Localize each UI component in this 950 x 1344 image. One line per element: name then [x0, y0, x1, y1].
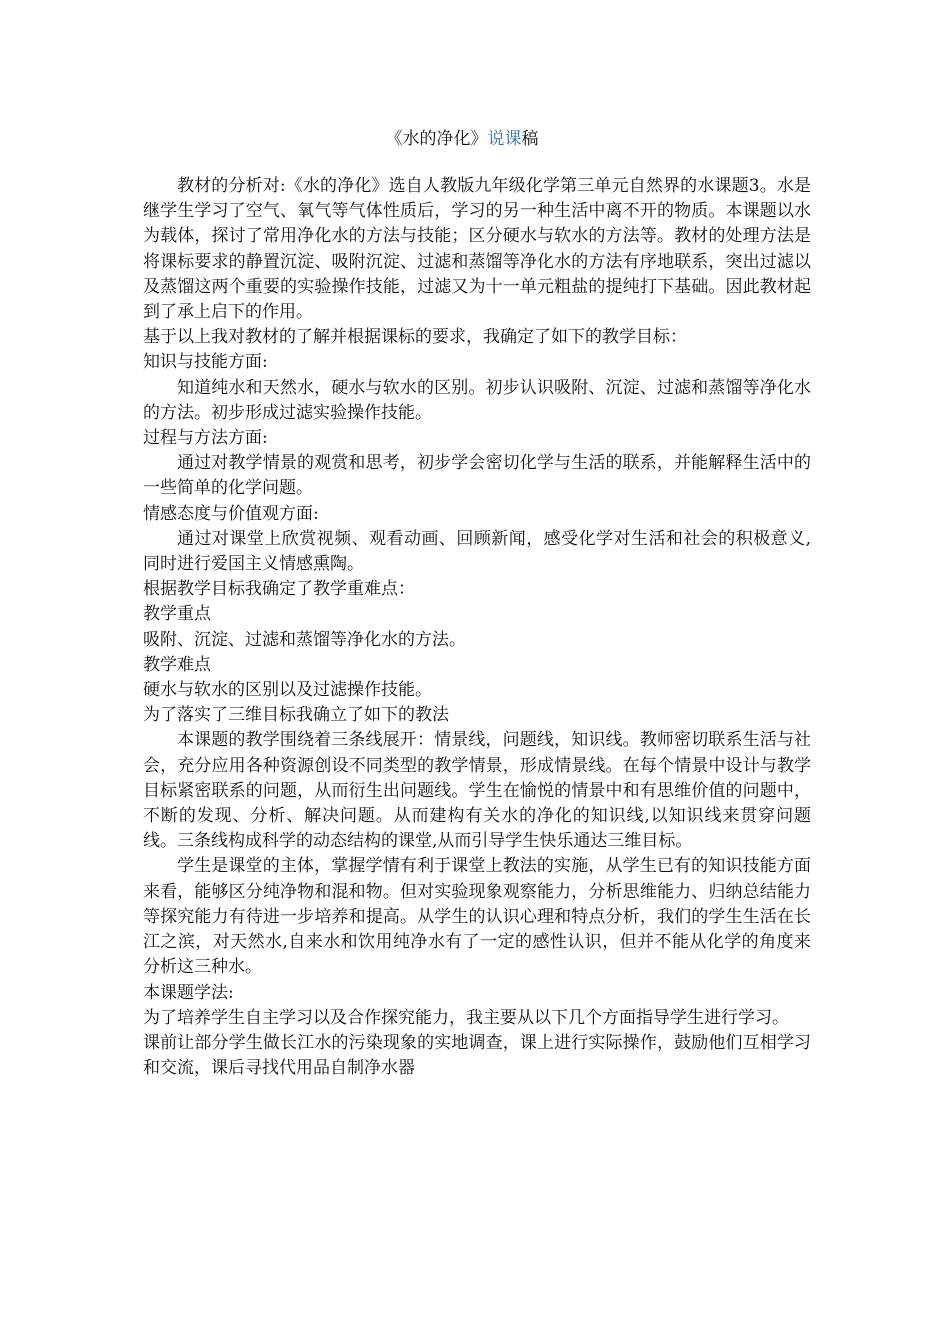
heading-learning-method: 本课题学法: [143, 982, 234, 1003]
paragraph-three-lines: 本课题的教学围绕着三条线展开：情景线，问题线，知识线。教师密切联系生活与社会，充分应用各种资源创设不同类型的教学情景，形成情景线。在每个情景中设计与教学目标紧密联系的问题，从而衍生出问题线。学生在愉悦的情景中和有思维价值的问题中，不断的发现、分析、解决问题。从而建构有关水的净化的知识线,以知识线来贯穿问题线。三条线构成科学的动态结构的课堂,从而引导学生快乐通达三维目标。 [143, 730, 811, 852]
paragraph-students: 学生是课堂的主体，掌握学情有利于课堂上教法的实施，从学生已有的知识技能方面来看，能够区分纯净物和混和物。但对实验现象观察能力，分析思维能力、归纳总结能力等探究能力有待进一步培养和提高。从学生的认识心理和特点分析，我们的学生生活在长江之滨，对天然水,自来水和饮用纯净水有了一定的感性认识，但并不能从化学的角度来分析这三种水。 [143, 856, 811, 978]
paragraph-process-methods: 通过对教学情景的观赏和思考，初步学会密切化学与生活的联系，并能解释生活中的一些简单的化学问题。 [143, 453, 811, 499]
heading-emotion-values: 情感态度与价值观方面: [143, 503, 319, 524]
title-part-2: 说课 [487, 129, 522, 149]
title-part-3: 稿 [521, 129, 539, 149]
paragraph-textbook-analysis: 教材的分析对:《水的净化》选自人教版九年级化学第三单元自然界的水课题3。水是继学生学习了空气、氧气等气体性质后，学习的另一种生活中离不开的物质。本课题以水为载体，探讨了常用净化水的方法与技能；区分硬水与软水的方法等。教材的处理方法是将课标要求的静置沉淀、吸附沉淀、过滤和蒸馏等净化水的方法有序地联系，突出过滤以及蒸馏这两个重要的实验操作技能，过滤又为十一单元粗盐的提纯打下基础。因此教材起到了承上启下的作用。 [143, 176, 811, 323]
document-page [143, 124, 811, 1081]
paragraph-knowledge-skills: 知道纯水和天然水，硬水与软水的区别。初步认识吸附、沉淀、过滤和蒸馏等净化水的方法。初步形成过滤实验操作技能。 [143, 377, 811, 423]
paragraph-key-points-intro: 根据教学目标我确定了教学重难点： [143, 579, 415, 600]
heading-teaching-focus: 教学重点 [143, 604, 211, 625]
document-title [143, 124, 811, 154]
paragraph-emotion-values: 通过对课堂上欣赏视频、观看动画、回顾新闻，感受化学对生活和社会的积极意义,同时进行爱国主义情感熏陶。 [143, 528, 811, 575]
paragraph-teaching-difficulty: 硬水与软水的区别以及过滤操作技能。 [143, 680, 432, 701]
title-part-1: 《水的净化》 [385, 129, 488, 149]
paragraph-activities: 课前让部分学生做长江水的污染现象的实地调查，课上进行实际操作，鼓励他们互相学习和交流，课后寻找代用品自制净水器 [143, 1032, 811, 1079]
heading-teaching-difficulty: 教学难点 [143, 654, 211, 675]
heading-knowledge-skills: 知识与技能方面: [143, 352, 268, 373]
paragraph-teaching-method-intro: 为了落实了三维目标我确立了如下的教法 [143, 705, 449, 726]
heading-process-methods: 过程与方法方面: [143, 428, 268, 449]
paragraph-teaching-focus: 吸附、沉淀、过滤和蒸馏等净化水的方法。 [143, 629, 466, 650]
paragraph-learning-method: 为了培养学生自主学习以及合作探究能力，我主要从以下几个方面指导学生进行学习。 [143, 1007, 789, 1028]
paragraph-objectives-intro: 基于以上我对教材的了解并根据课标的要求，我确定了如下的教学目标： [143, 327, 687, 348]
